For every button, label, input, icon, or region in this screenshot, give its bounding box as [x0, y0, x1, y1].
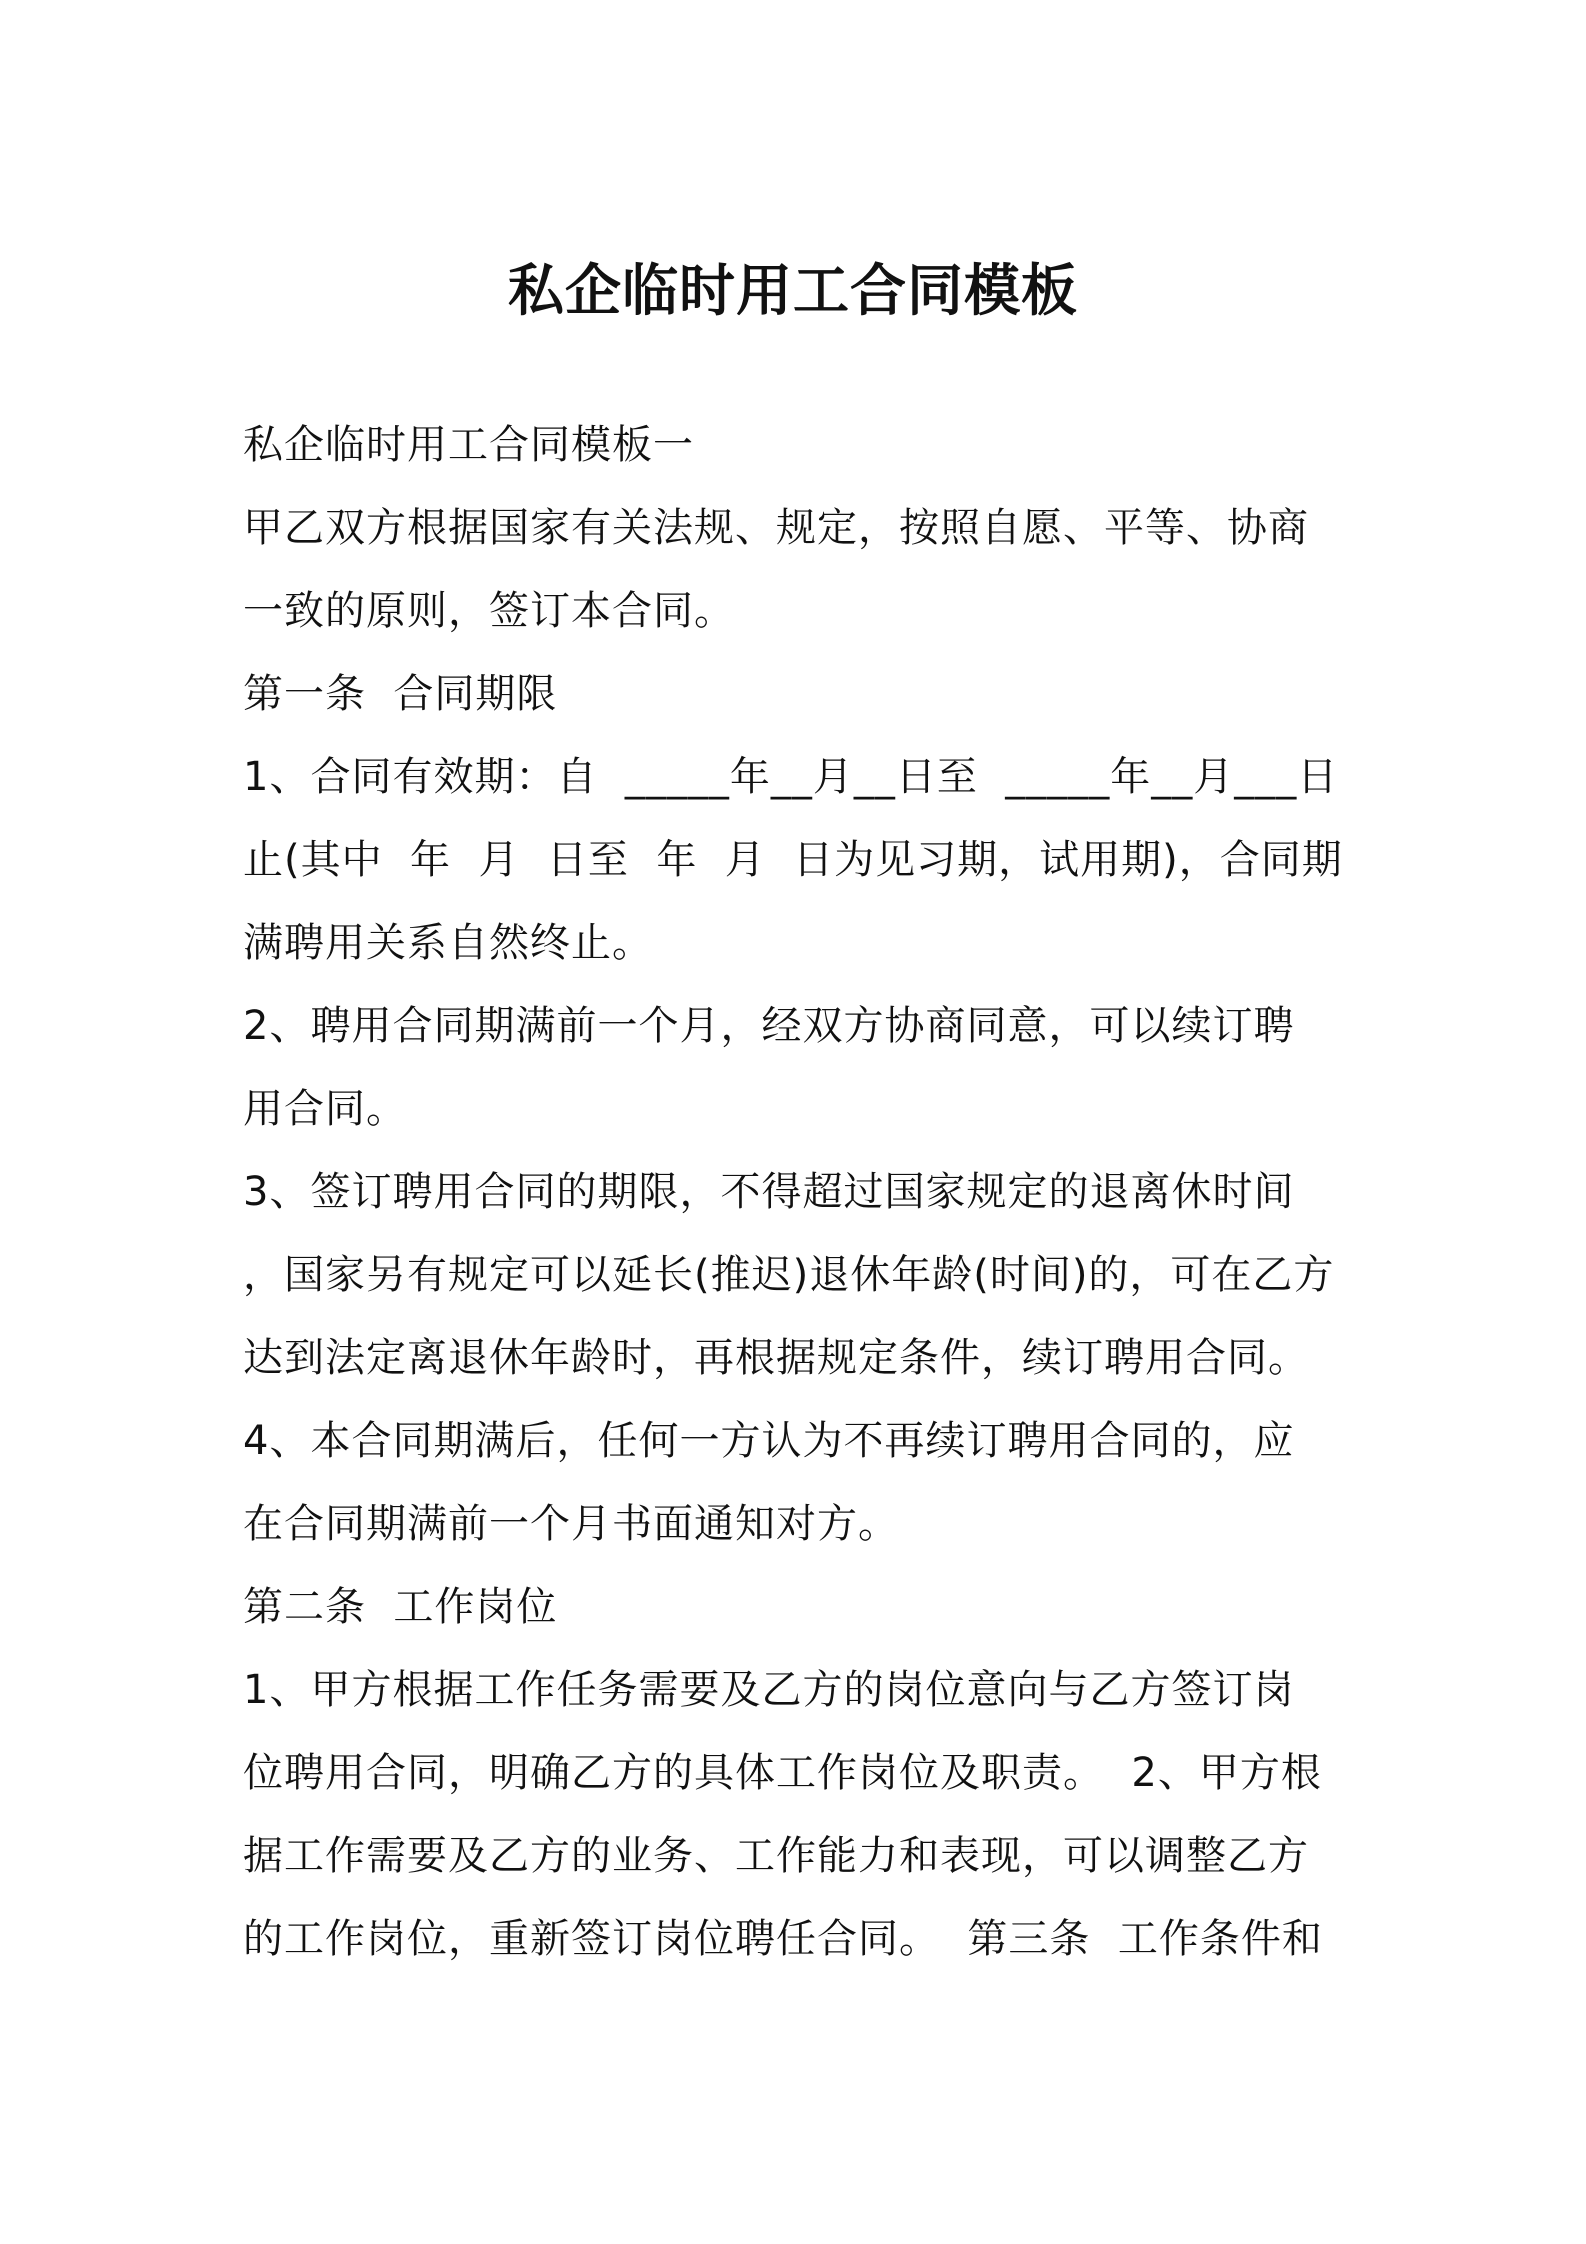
text-line: 1、甲方根据工作任务需要及乙方的岗位意向与乙方签订岗	[243, 1667, 1295, 1713]
text-line: 在合同期满前一个月书面通知对方。	[243, 1501, 899, 1547]
text-line: 用合同。	[243, 1086, 407, 1132]
document-title: 私企临时用工合同模板	[508, 259, 1078, 324]
text-line: 4、本合同期满后，任何一方认为不再续订聘用合同的，应	[243, 1418, 1295, 1464]
text-line: 1、合同有效期：自 _____年__月__日至 _____年__月___日	[243, 754, 1339, 800]
text-line: 甲乙双方根据国家有关法规、规定，按照自愿、平等、协商	[243, 505, 1309, 551]
section-heading: 第二条 工作岗位	[243, 1584, 558, 1630]
text-line: 止(其中 年 月 日至 年 月 日为见习期，试用期)，合同期	[243, 837, 1343, 883]
section-heading: 第一条 合同期限	[243, 671, 558, 717]
text-line: 据工作需要及乙方的业务、工作能力和表现，可以调整乙方	[243, 1833, 1309, 1879]
document-body	[243, 404, 1363, 1981]
text-line: 3、签订聘用合同的期限，不得超过国家规定的退离休时间	[243, 1169, 1295, 1215]
text-line: 达到法定离退休年龄时，再根据规定条件，续订聘用合同。	[243, 1335, 1309, 1381]
text-line: 一致的原则，签订本合同。	[243, 588, 735, 634]
text-line: 私企临时用工合同模板一	[243, 422, 694, 468]
text-line: ，国家另有规定可以延长(推迟)退休年龄(时间)的，可在乙方	[243, 1252, 1335, 1298]
text-line: 2、聘用合同期满前一个月，经双方协商同意，可以续订聘	[243, 1003, 1295, 1049]
text-line: 的工作岗位，重新签订岗位聘任合同。 第三条 工作条件和	[243, 1916, 1323, 1962]
text-line: 位聘用合同，明确乙方的具体工作岗位及职责。 2、甲方根	[243, 1750, 1322, 1796]
text-line: 满聘用关系自然终止。	[243, 920, 653, 966]
